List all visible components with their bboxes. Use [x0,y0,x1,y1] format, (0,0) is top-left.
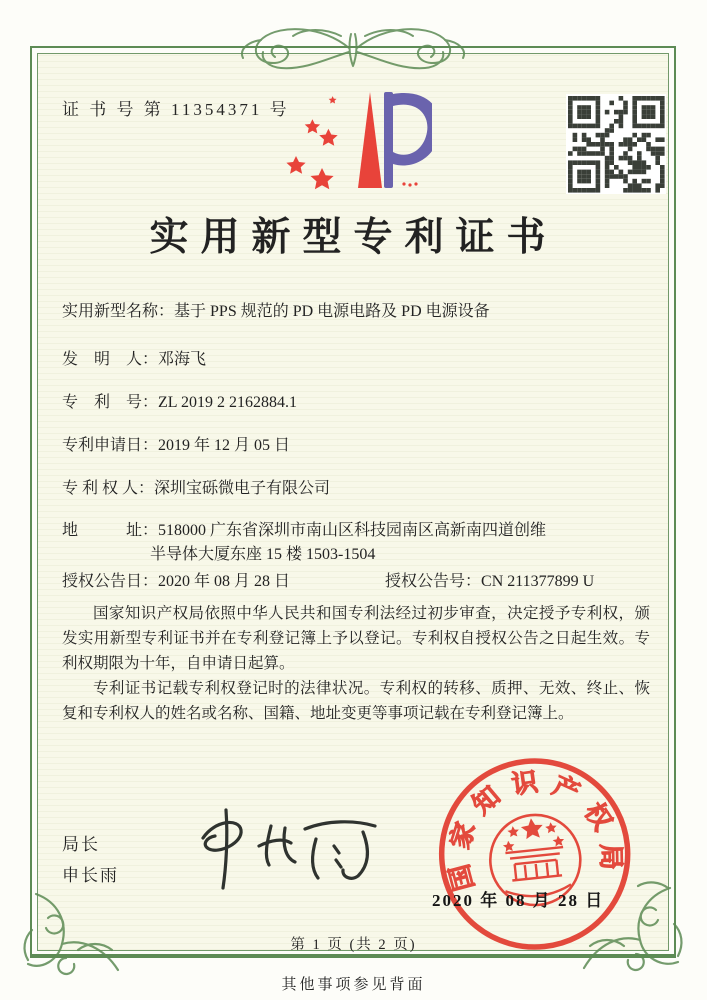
commissioner-signature [185,798,395,898]
field-value: CN 211377899 U [481,573,595,590]
back-side-note: 其他事项参见背面 [281,977,426,993]
field-utility-model-name [62,298,490,321]
field-patentee [62,475,330,498]
field-value: 518000 广东省深圳市南山区科技园南区高新南四道创维 [158,522,547,539]
field-patent-number [62,389,297,412]
field-value: ZL 2019 2 2162884.1 [158,394,297,411]
certificate-title: 实用新型专利证书 [149,216,558,259]
legal-paragraph-1: 国家知识产权局依照中华人民共和国专利法经过初步审查，决定授予专利权，颁发实用新型专利证书并在专利登记簿上予以登记。专利权自授权公告之日起生效。专利权期限为十年，自申请日起算。 [62,605,650,673]
field-label: 地 址： [62,522,159,539]
field-label: 专 利 号： [62,394,159,411]
certificate-number: 证 书 号 第 11354371 号 [62,100,290,119]
field-label: 专利申请日： [62,437,159,454]
field-label: 授权公告号： [385,573,482,590]
signer-title: 局长 [62,835,100,854]
seal-date: 2020 年 08 月 28 日 [432,891,605,910]
qr-code [566,94,666,199]
field-label: 授权公告日： [62,573,159,590]
field-address-line2: 半导体大厦东座 15 楼 1503-1504 [150,546,376,563]
field-filing-date [62,432,290,455]
field-grant-date [62,568,290,591]
page-number: 第 1 页 (共 2 页) [290,937,417,953]
legal-text [62,601,650,727]
field-value: 2019 年 12 月 05 日 [158,437,291,454]
seal-text: 国家知识产权局 [444,767,626,894]
signer-name: 申长雨 [62,866,119,885]
field-address [62,517,546,540]
field-value: 深圳宝砾微电子有限公司 [154,480,331,497]
field-label: 实用新型名称： [62,303,175,320]
field-label: 发 明 人： [62,351,159,368]
field-value: 基于 PPS 规范的 PD 电源电路及 PD 电源设备 [174,303,490,320]
legal-paragraph-2: 专利证书记载专利权登记时的法律状况。专利权的转移、质押、无效、终止、恢复和专利权人的姓名或名称、国籍、地址变更等事项记载在专利登记簿上。 [62,680,650,723]
field-inventor [62,346,206,369]
field-value: 2020 年 08 月 28 日 [158,573,291,590]
field-value: 邓海飞 [158,351,207,368]
field-grant-number [385,568,594,591]
field-label: 专 利 权 人： [62,480,155,497]
cnipa-logo-icon [282,84,432,196]
